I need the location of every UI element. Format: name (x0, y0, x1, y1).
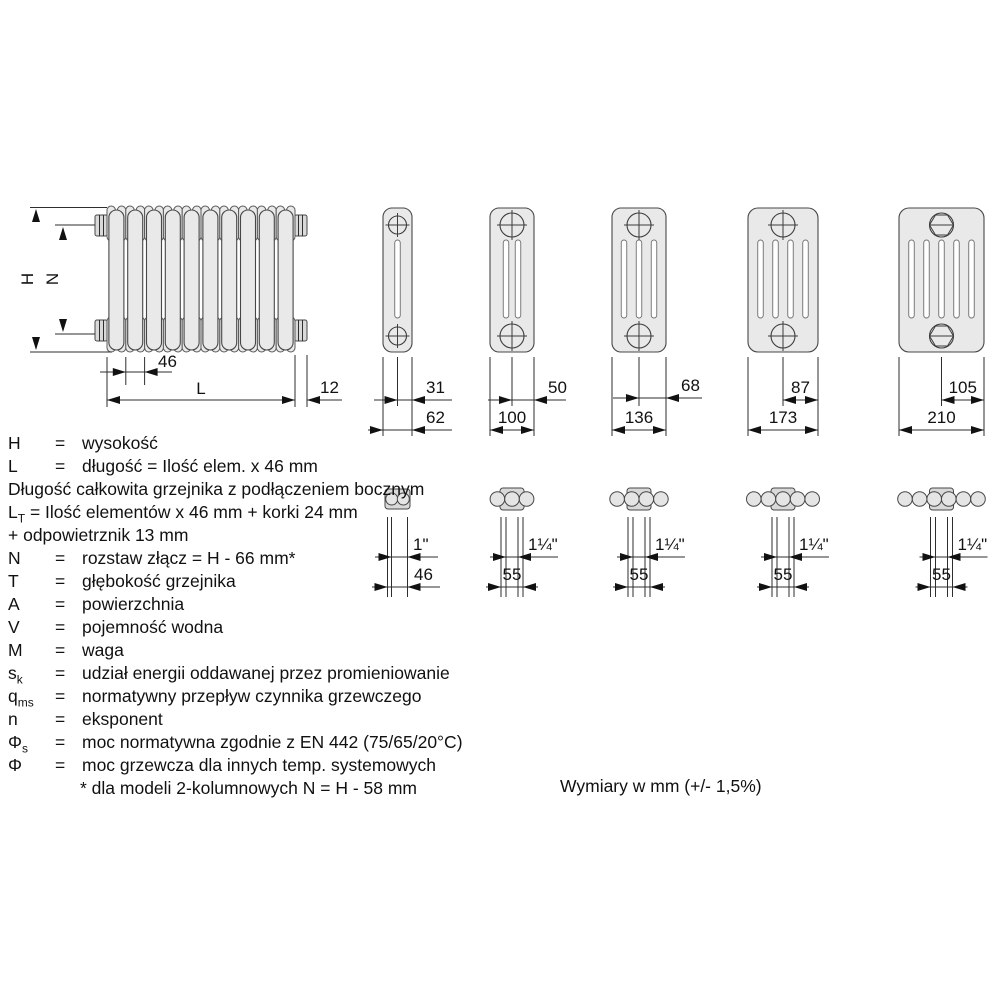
tv4-connection-label: 1¼" (799, 535, 829, 554)
legend-row-t: T = głębokość grzejnika (8, 570, 548, 593)
cross-section-2col (368, 208, 452, 436)
legend-symbol: n (8, 709, 18, 729)
legend-text: powierzchnia (82, 594, 185, 614)
tv3-connection-label: 1¼" (655, 535, 685, 554)
legend-text: + odpowietrznik 13 mm (8, 525, 189, 545)
cs2-half-width-label: 31 (426, 378, 445, 397)
end-extension-label: 12 (320, 378, 339, 397)
legend-symbol: H (8, 433, 21, 453)
legend-text: = Ilość elementów x 46 mm + korki 24 mm (29, 502, 358, 522)
cs5-full-width-label: 173 (768, 408, 798, 427)
legend-symbol: A (8, 594, 20, 614)
legend-row-l: L = długość = Ilość elem. x 46 mm (8, 455, 548, 478)
n-dimension-label: N (43, 272, 62, 286)
legend-row-n-exp: n = eksponent (8, 708, 548, 731)
legend (8, 432, 548, 800)
legend-symbol: M (8, 640, 23, 660)
tv1-connection-label: 1" (413, 535, 429, 554)
legend-row-phi: Φ = moc grzewcza dla innych temp. systemowych (8, 754, 548, 777)
length-dimensions (100, 352, 342, 407)
top-view-5col (747, 488, 830, 597)
legend-symbol: $\Phi_s$ (8, 732, 28, 756)
cs3-half-width-label: 50 (548, 378, 567, 397)
cs4-full-width-label: 136 (624, 408, 654, 427)
legend-row-m: M = waga (8, 639, 548, 662)
legend-row-qms: $q_{ms}$ = normatywny przepływ czynnika grzewczego (8, 685, 548, 708)
tv5-connection-label: 1¼" (957, 535, 988, 554)
tv4-pitch-label: 55 (773, 565, 793, 584)
tv3-pitch-label: 55 (629, 565, 649, 584)
cross-section-3col (488, 208, 567, 436)
legend-text: wysokość (82, 433, 158, 453)
top-view-4col (610, 488, 685, 597)
legend-symbol: Φ (8, 755, 22, 775)
legend-symbol: N (8, 548, 21, 568)
units-note: Wymiary w mm (+/- 1,5%) (560, 776, 762, 796)
length-label: L (196, 379, 206, 398)
legend-row-total-length-3 (8, 524, 548, 547)
legend-symbol: L (8, 456, 18, 476)
legend-text: moc normatywna zgodnie z EN 442 (75/65/20°C) (82, 732, 463, 752)
legend-row-total-length-2 (8, 501, 548, 524)
cs4-half-width-label: 68 (681, 376, 700, 395)
legend-text: rozstaw złącz = H - 66 mm* (82, 548, 296, 568)
tv2-connection-label: 1¼" (528, 535, 558, 554)
legend-text: pojemność wodna (82, 617, 224, 637)
legend-symbol: $s_k$ (8, 663, 23, 687)
legend-row-h: H = wysokość (8, 432, 548, 455)
legend-row-a: A = powierzchnia (8, 593, 548, 616)
cs5-half-width-label: 87 (791, 378, 810, 397)
legend-text: eksponent (82, 709, 163, 729)
legend-text: udział energii oddawanej przez promieniowanie (82, 663, 450, 683)
legend-symbol: $L_T$ (8, 502, 26, 526)
h-dimension-label: H (18, 272, 37, 286)
cross-section-4col (612, 208, 702, 436)
tv1-pitch-label: 46 (414, 565, 433, 584)
legend-row-sk: $s_k$ = udział energii oddawanej przez promieniowanie (8, 662, 548, 685)
cs2-full-width-label: 62 (426, 408, 445, 427)
tv2-pitch-label: 55 (502, 565, 522, 584)
legend-symbol: $q_{ms}$ (8, 686, 34, 710)
tv5-pitch-label: 55 (932, 565, 951, 584)
front-view-drawing (18, 206, 342, 407)
legend-symbol: V (8, 617, 20, 637)
cs6-full-width-label: 210 (927, 408, 956, 427)
cs6-half-width-label: 105 (948, 378, 977, 397)
cross-section-5col (748, 208, 818, 436)
legend-text: waga (82, 640, 124, 660)
cross-section-6col (899, 208, 984, 436)
top-view-6col (898, 488, 988, 597)
cs3-full-width-label: 100 (497, 408, 527, 427)
legend-text: głębokość grzejnika (82, 571, 236, 591)
legend-text: długość = Ilość elem. x 46 mm (82, 456, 318, 476)
legend-text: * dla modeli 2-kolumnowych N = H - 58 mm (80, 778, 417, 798)
legend-text: normatywny przepływ czynnika grzewczego (82, 686, 422, 706)
legend-row-n: N = rozstaw złącz = H - 66 mm* (8, 547, 548, 570)
legend-text: moc grzewcza dla innych temp. systemowych (82, 755, 437, 775)
legend-row-v: V = pojemność wodna (8, 616, 548, 639)
legend-text: Długość całkowita grzejnika z podłączeniem bocznym (8, 479, 425, 499)
legend-symbol: T (8, 571, 19, 591)
radiator-elements (107, 206, 295, 352)
legend-row-phi-s: $\Phi_s$ = moc normatywna zgodnie z EN 442 (75/65/20°C) (8, 731, 548, 754)
element-pitch-label: 46 (158, 352, 177, 371)
